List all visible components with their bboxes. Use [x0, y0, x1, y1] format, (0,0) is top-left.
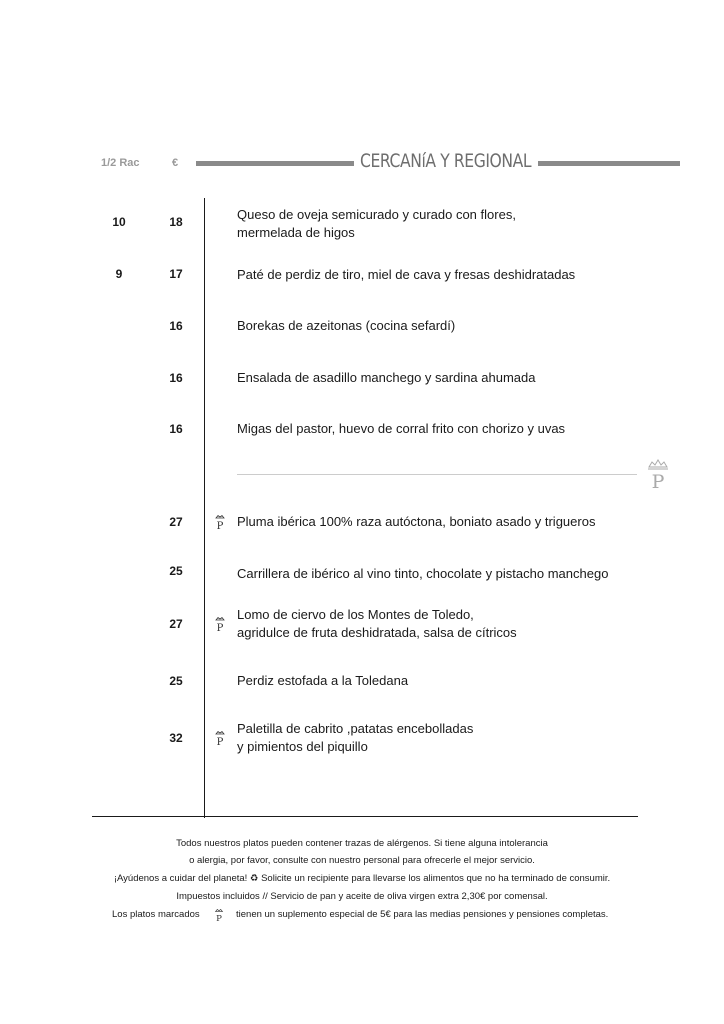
supplement-note: [0, 906, 724, 924]
dish-name: Lomo de ciervo de los Montes de Toledo, agridulce de fruta deshidratada, salsa de cítricos: [237, 607, 517, 640]
section-separator: [237, 474, 637, 475]
header-bar-right: [538, 161, 680, 166]
section-title: CERCANíA Y REGIONAL: [360, 150, 532, 172]
dish-name: Carrillera de ibérico al vino tinto, chocolate y pistacho manchego: [237, 566, 609, 581]
full-price: 25: [169, 674, 183, 688]
vertical-divider: [204, 198, 205, 818]
dish-name: Queso de oveja semicurado y curado con flores, mermelada de higos: [237, 207, 516, 240]
half-portion-price: 9: [115, 267, 123, 281]
dish-name: Borekas de azeitonas (cocina sefardí): [237, 318, 456, 333]
full-price: 27: [169, 515, 183, 529]
parador-p-crest-icon: [213, 514, 227, 530]
parador-p-crest-icon: [213, 907, 225, 923]
full-price: 25: [169, 564, 183, 578]
header-bar-left: [196, 161, 354, 166]
svg-text:P: P: [216, 914, 222, 923]
full-price: 16: [169, 319, 183, 333]
dish-name: Migas del pastor, huevo de corral frito con chorizo y uvas: [237, 421, 566, 436]
price-header: €: [172, 157, 179, 169]
supplement-note-end: tienen un suplemento especial de 5€ para las medias pensiones y pensiones completas.: [236, 909, 609, 920]
dish-name: Perdiz estofada a la Toledana: [237, 673, 409, 688]
parador-p-crest-icon: [213, 616, 227, 632]
svg-text:P: P: [216, 623, 224, 632]
footer-divider: [92, 816, 638, 817]
half-portion-price: 10: [112, 215, 126, 229]
allergen-note-line-1: Todos nuestros platos pueden contener trazas de alérgenos. Si tiene alguna intolerancia: [176, 838, 548, 849]
parador-crest-icon: [644, 458, 672, 490]
svg-text:P: P: [216, 521, 224, 530]
allergen-note-line-2: o alergia, por favor, consulte con nuestro personal para ofrecerle el mejor servicio.: [189, 855, 535, 866]
dish-name: Ensalada de asadillo manchego y sardina ahumada: [237, 370, 536, 385]
full-price: 27: [169, 617, 183, 631]
taxes-note: Impuestos incluidos // Servicio de pan y aceite de oliva virgen extra 2,30€ por comensal.: [176, 891, 548, 902]
supplement-note-start: Los platos marcados: [112, 909, 200, 920]
full-price: 32: [169, 731, 183, 745]
dish-name: Paletilla de cabrito ,patatas encebolladas y pimientos del piquillo: [237, 721, 474, 754]
full-price: 16: [169, 422, 183, 436]
svg-text:P: P: [216, 737, 224, 746]
full-price: 17: [169, 267, 183, 281]
half-portion-header: 1/2 Rac: [101, 157, 140, 169]
svg-text:P: P: [651, 471, 665, 490]
parador-p-crest-icon: [213, 730, 227, 746]
planet-note: ¡Ayúdenos a cuidar del planeta! ♻ Solicite un recipiente para llevarse los alimentos que no ha terminado de consumir.: [113, 873, 611, 884]
dish-name: Paté de perdiz de tiro, miel de cava y fresas deshidratadas: [237, 267, 576, 282]
full-price: 16: [169, 371, 183, 385]
full-price: 18: [169, 215, 183, 229]
dish-name: Pluma ibérica 100% raza autóctona, boniato asado y trigueros: [237, 514, 596, 529]
